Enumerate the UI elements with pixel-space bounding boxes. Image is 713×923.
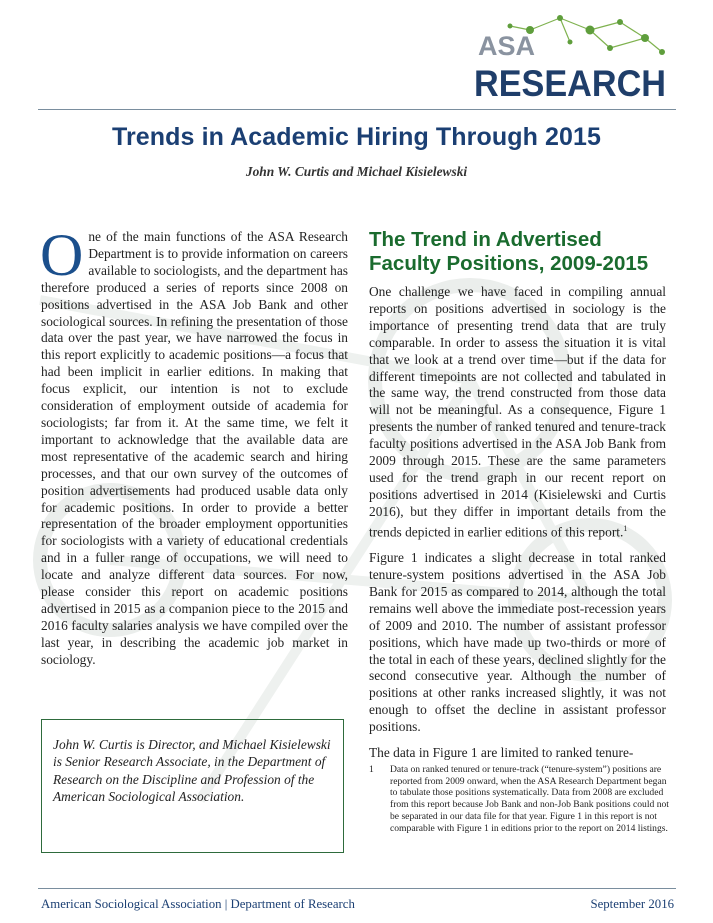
author-info-box [41,719,344,853]
intro-column [40,222,348,669]
byline: John W. Curtis and Michael Kisielewski [245,164,468,179]
section-paragraph-2: Figure 1 indicates a slight decrease in total ranked tenure-system positions advertised in the ASA Job Bank for 2015 as compared to 2014, although the total remains well above the immediate post-recession years of 2009 and 2010. The number of assistant professor positions, which have made up two-thirds or more of the total in each of these years, declined slightly for the second consecutive year. Although the number of positions at other ranks increased slightly, it was not enough to offset the decline in assistant professor positions. [369,550,666,735]
page-title: Trends in Academic Hiring Through 2015 [111,123,602,151]
footer-organization: American Sociological Association | Department of Research [41,897,355,911]
logo-research-text: RESEARCH [474,63,666,103]
section-paragraph-1 [369,284,666,541]
footnote-number: 1 [369,764,374,775]
drop-cap: O [40,222,84,288]
footnote-ref[interactable]: 1 [623,523,628,533]
section-paragraph-3: The data in Figure 1 are limited to ranked tenure- [369,745,634,761]
footnote-text: Data on ranked tenured or tenure-track (“tenure-system”) positions are reported from 2009 onward, when the ASA Research Department began to tabulate those positions systematically. Data from 2008 are excluded from this report because Job Bank and non-Job Bank positions could not be separated in our data file for that year. Figure 1 in this report is not comparable with Figure 1 in editions prior to the report on 2014 listings. [390,764,669,834]
footnote [369,764,669,834]
section-heading: The Trend in Advertised Faculty Positions, 2009-2015 [369,228,649,275]
author-info-text: John W. Curtis is Director, and Michael Kisielewski is Senior Research Associate, in the Department of Research on the Discipline and Profession of the American Sociological Association. [53,737,331,805]
asa-research-logo [470,8,670,103]
trend-section [369,228,666,762]
section-paragraph-1-text: One challenge we have faced in compiling annual reports on positions advertised in sociology is the importance of presenting trend data that are truly comparable. In order to assess the situation it is vital that we look at a trend over time—but if the data for different timepoints are not collected and tabulated in the same way, the trend constructed from those data will not be meaningful. As a consequence, Figure 1 presents the number of ranked tenured and tenure-track faculty positions advertised in the ASA Job Bank from 2009 through 2015. These are the same parameters used for the trend graph in our recent report on positions advertised in 2014 (Kisielewski and Curtis 2016), but they differ in important details from the trends depicted in earlier editions of this report. [369,284,666,540]
footer-rule [38,888,676,889]
logo-asa-text: ASA [478,31,536,61]
intro-paragraph [40,222,348,669]
header-rule [38,109,676,110]
intro-text: ne of the main functions of the ASA Research Department is to provide information on careers available to sociologists, and the department has therefore produced a series of reports since 2008 on positions advertised in the ASA Job Bank and other sociological sources. In refining the presentation of those data over the past year, we have narrowed the focus in this report explicitly to academic positions—a focus that had been implicit in earlier editions. In making that focus explicit, our intention is not to exclude consideration of employment outside of academia for sociologists; far from it. At the same time, we felt it important to acknowledge that the available data are most representative of the academic search and hiring processes, and that our own survey of the outcomes of position advertisements had produced usable data only for academic positions. In order to provide a better representation of the broader employment opportunities for sociologists with a variety of educational credentials and in a fuller range of occupations, we will need to locate and analyze different data sources. For now, please consider this report on academic positions advertised in 2015 as a companion piece to the 2015 and 2016 faculty salaries analysis we have compiled over the last year, in describing the academic job market in sociology. [41,229,348,667]
footer-date: September 2016 [590,897,674,911]
